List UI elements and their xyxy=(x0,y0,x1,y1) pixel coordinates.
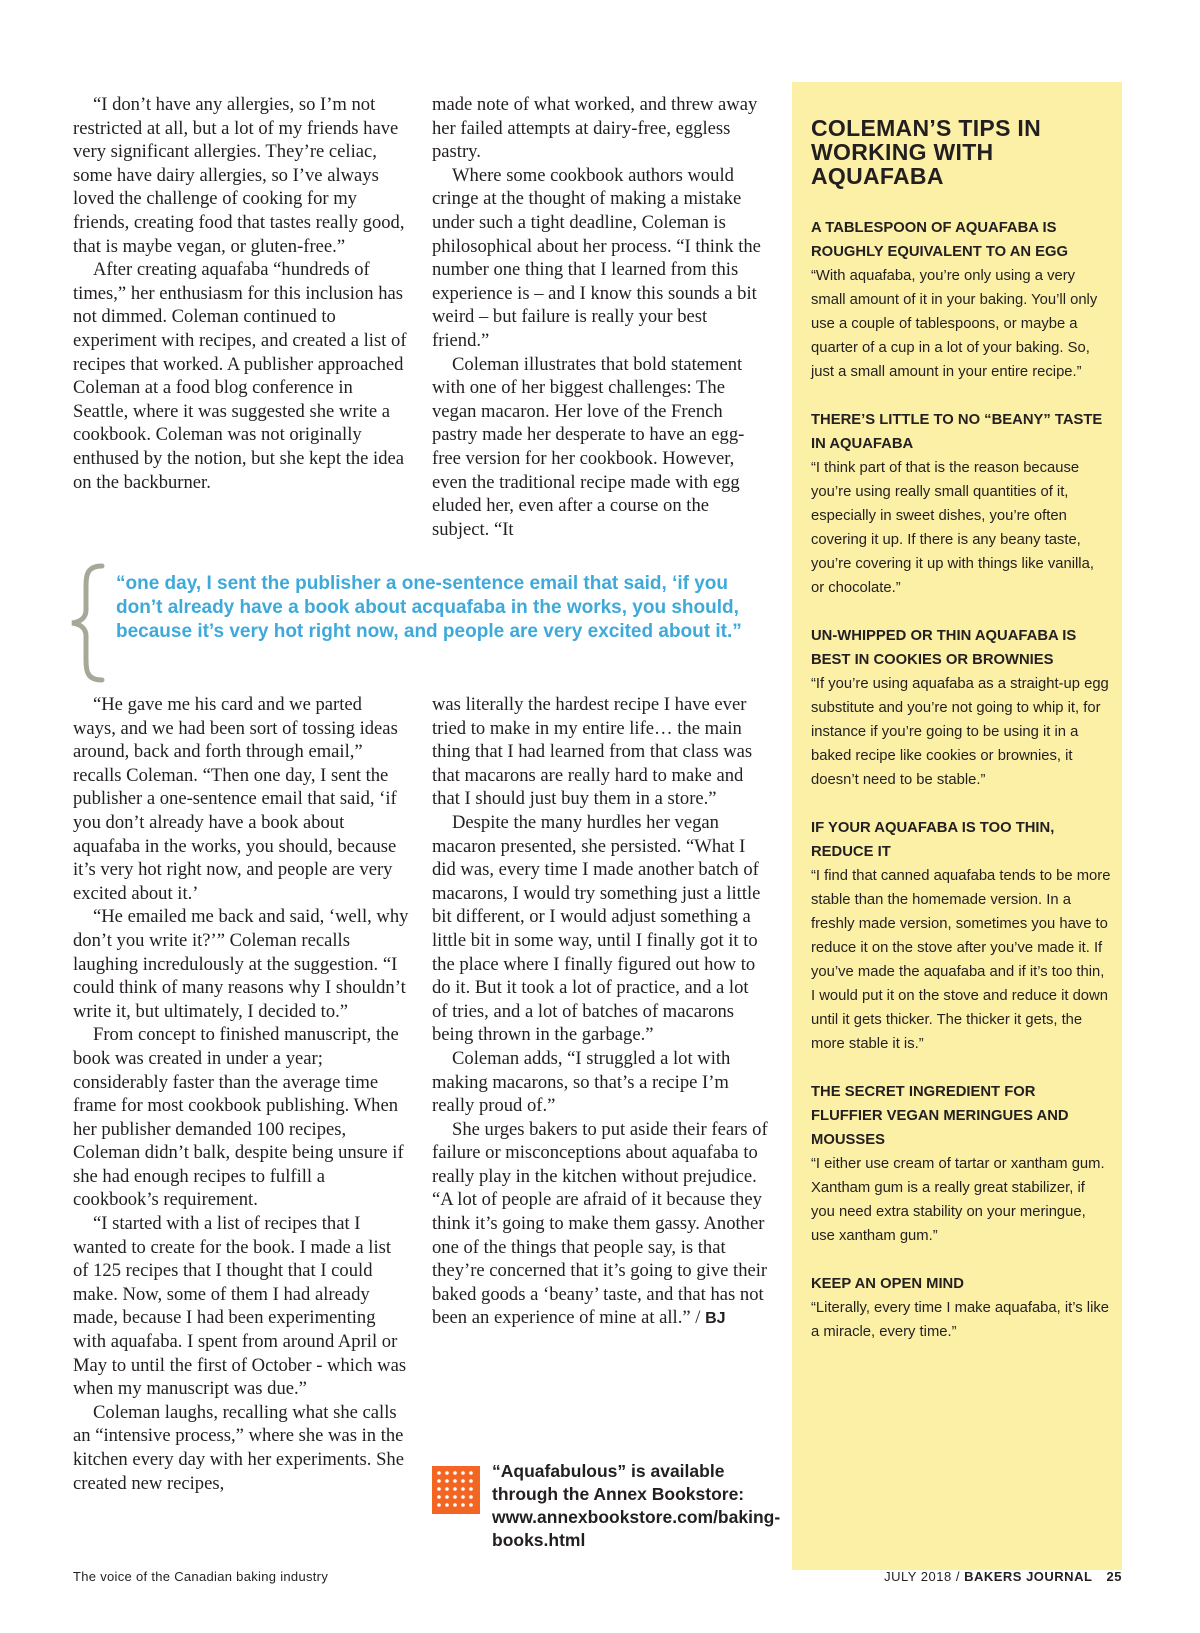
article-column-top-left xyxy=(73,93,409,494)
magazine-name: BAKERS JOURNAL xyxy=(964,1569,1093,1584)
book-promo xyxy=(432,1460,781,1560)
paragraph: “He gave me his card and we parted ways, and we had been sort of tossing ideas around, back and forth through email,” recalls Coleman. “Then one day, I sent the publisher a one-sentence email that said, ‘if you don’t already have a book about aquafaba in the works, you should, because it’s very hot right now, and people are very excited about it.’ xyxy=(73,694,398,904)
paragraph: “I don’t have any allergies, so I’m not restricted at all, but a lot of my friends have very significant allergies. They’re celiac, some have dairy allergies, so I’ve always loved the challenge of cooking for my friends, creating food that tastes really good, that is maybe vegan, or gluten-free.” xyxy=(73,94,405,257)
tip-body: “I either use cream of tartar or xantham gum. Xantham gum is a really great stabilizer, if you need extra stability on your meringue, use xantham gum.” xyxy=(811,1156,1105,1244)
tip-heading: IF YOUR AQUAFABA IS TOO THIN, REDUCE IT xyxy=(811,820,1055,860)
article-column-top-right xyxy=(432,93,768,541)
tip-item xyxy=(811,816,1111,1056)
curly-brace-icon xyxy=(68,562,112,684)
paragraph: Coleman adds, “I struggled a lot with making macarons, so that’s a recipe I’m really proud of.” xyxy=(432,1047,731,1117)
author-signoff: BJ xyxy=(705,1310,726,1328)
tip-body: “I think part of that is the reason because you’re using really small quantities of it, especially in sweet dishes, you’re often covering it up. If there is any beany taste, you’re covering it up with things like vanilla, or chocolate.” xyxy=(811,460,1094,596)
tip-item xyxy=(811,1272,1111,1344)
tip-item xyxy=(811,408,1111,600)
paragraph: “He emailed me back and said, ‘well, why don’t you write it?’” Coleman recalls laughing incredulously at the suggestion. “I could think of many reasons why I shouldn’t write it, but ultimately, I decided to.” xyxy=(73,906,409,1022)
paragraph: Despite the many hurdles her vegan macaron presented, she persisted. “What I did was, every time I made another batch of macarons, I would try something just a little bit different, or I would adjust something a little bit in some way, until I finally got it to the place where I finally figured out how to do it. But it took a lot of practice, and a lot of tries, and a lot of batches of macarons being thrown in the garbage.” xyxy=(432,811,761,1046)
tip-item xyxy=(811,624,1111,792)
article-column-bottom-right xyxy=(432,693,768,1331)
paragraph xyxy=(432,1118,768,1331)
tip-body: “I find that canned aquafaba tends to be more stable than the homemade version. In a freshly made version, sometimes you have to reduce it on the stove after you’ve made it. If you’ve made the aquafaba and if it’s too thin, I would put it on the stove and reduce it down until it gets thicker. The thicker it gets, the more stable it is.” xyxy=(811,868,1111,1052)
book-promo-text: “Aquafabulous” is available through the Annex Bookstore: www.annexbookstore.com/baking-books.html xyxy=(492,1461,781,1550)
tip-heading: THERE’S LITTLE TO NO “BEANY” TASTE IN AQUAFABA xyxy=(811,412,1103,452)
sidebar-title: COLEMAN’S TIPS IN WORKING WITH AQUAFABA xyxy=(811,115,1042,189)
paragraph: “I started with a list of recipes that I wanted to create for the book. I made a list of 125 recipes that I thought that I could make. Now, some of them I had already made, because I had been experimenting with aquafaba. I spent from around April or May to until the first of October - which was when my manuscript was due.” xyxy=(73,1213,407,1400)
tip-body: “Literally, every time I make aquafaba, it’s like a miracle, every time.” xyxy=(811,1300,1109,1340)
page-number: 25 xyxy=(1106,1569,1122,1584)
tip-body: “With aquafaba, you’re only using a very small amount of it in your baking. You’ll only use a couple of tablespoons, or maybe a quarter of a cup in a lot of your baking. So, just a small amount in your entire recipe.” xyxy=(811,268,1098,380)
footer-tagline: The voice of the Canadian baking industry xyxy=(73,1569,329,1584)
footer-folio xyxy=(884,1569,1122,1584)
tip-heading: UN-WHIPPED OR THIN AQUAFABA IS BEST IN COOKIES OR BROWNIES xyxy=(811,628,1077,668)
paragraph: After creating aquafaba “hundreds of times,” her enthusiasm for this inclusion has not dimmed. Coleman continued to experiment with recipes, and created a list of recipes that worked. A publisher approached Coleman at a food blog conference in Seattle, where it was suggested she write a cookbook. Coleman was not originally enthused by the notion, but she kept the idea on the backburner. xyxy=(73,259,407,493)
tips-list xyxy=(811,216,1111,1368)
pull-quote-text: “one day, I sent the publisher a one-sentence email that said, ‘if you don’t already have a book about acquafaba in the works, you should, because it’s very hot right now, and people are very excited about it.” xyxy=(116,573,742,642)
tips-sidebar xyxy=(792,82,1122,1570)
issue-date: JULY 2018 xyxy=(884,1569,952,1584)
article-column-bottom-left xyxy=(73,693,409,1495)
paragraph: Coleman laughs, recalling what she calls an “intensive process,” where she was in the kitchen every day with her experiments. She created new recipes, xyxy=(73,1401,404,1494)
paragraph: Coleman illustrates that bold statement with one of her biggest challenges: The vegan macaron. Her love of the French pastry made her desperate to have an egg-free version for her cookbook. However, even the traditional recipe made with egg eluded her, even after a course on the subject. “It xyxy=(432,353,745,540)
paragraph: made note of what worked, and threw away her failed attempts at dairy-free, eggless pastry. xyxy=(432,94,758,163)
folio-separator: / xyxy=(955,1569,960,1584)
paragraph: From concept to finished manuscript, the book was created in under a year; considerably faster than the average time frame for most cookbook publishing. When her publisher demanded 100 recipes, Coleman didn’t balk, despite being unsure if she had enough recipes to fulfill a cookbook’s requirement. xyxy=(73,1024,404,1211)
tip-heading: KEEP AN OPEN MIND xyxy=(811,1276,964,1292)
tip-body: “If you’re using aquafaba as a straight-up egg substitute and you’re not going to whip it, for instance if you’re going to be using it in a baked recipe like cookies or brownies, it doesn’t need to be stable.” xyxy=(811,676,1109,788)
bookstore-icon xyxy=(432,1466,480,1514)
paragraph-text: She urges bakers to put aside their fears of failure or misconceptions about aquafaba to really play in the kitchen without prejudice. “A lot of people are afraid of it because they think it’s going to make them gassy. Another one of the things that people say, is that they’re concerned that it’s going to give their baked goods a ‘beany’ taste, and that has not been an experience of mine at all.” / xyxy=(432,1118,768,1329)
tip-heading: A TABLESPOON OF AQUAFABA IS ROUGHLY EQUIVALENT TO AN EGG xyxy=(811,220,1069,260)
tip-item xyxy=(811,1080,1111,1248)
paragraph: was literally the hardest recipe I have ever tried to make in my entire life… the main thing that I had learned from that class was that macarons are really hard to make and that I should just buy them in a store.” xyxy=(432,694,753,810)
pull-quote xyxy=(68,562,768,684)
paragraph: Where some cookbook authors would cringe at the thought of making a mistake under such a tight deadline, Coleman is philosophical about her process. “I think the number one thing that I learned from this experience is – and I know this sounds a bit weird – but failure is really your best friend.” xyxy=(432,164,761,351)
tip-item xyxy=(811,216,1111,384)
tip-heading: THE SECRET INGREDIENT FOR FLUFFIER VEGAN MERINGUES AND MOUSSES xyxy=(811,1084,1069,1148)
